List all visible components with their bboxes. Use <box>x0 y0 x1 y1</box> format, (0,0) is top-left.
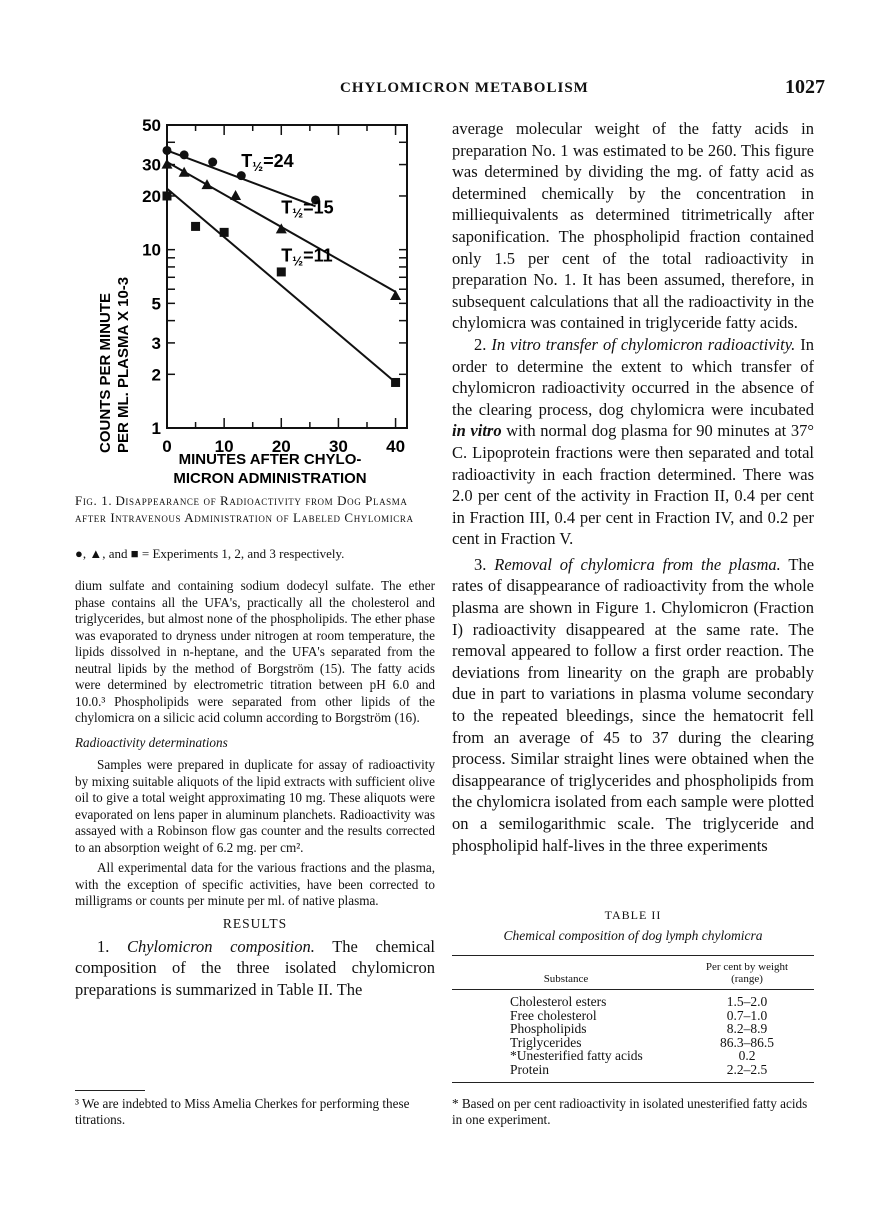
y-tick-label: 20 <box>142 186 161 206</box>
table-header-percent <box>680 956 814 990</box>
table-cell-value: 0.2 <box>738 1048 756 1063</box>
p3-number: 3. <box>474 554 487 574</box>
results-paragraph <box>75 936 435 1001</box>
p2-number: 2. <box>474 334 487 354</box>
figure-legend-text: = Experiments 1, 2, and 3 respectively. <box>141 546 345 561</box>
data-point-square <box>220 228 229 237</box>
chart-plot-area <box>142 118 407 456</box>
table-row <box>452 1049 814 1063</box>
composition-table <box>452 955 814 1083</box>
running-header <box>0 76 890 102</box>
figure-1-chart <box>95 118 425 488</box>
running-title: CHYLOMICRON METABOLISM <box>340 80 589 96</box>
data-point-square <box>163 191 172 200</box>
table-cell-substance: Phospholipids <box>510 1021 587 1036</box>
table-cell-substance: Protein <box>452 1063 680 1083</box>
x-tick-label: 20 <box>271 437 291 456</box>
right-column <box>452 118 814 856</box>
right-paragraph-1: average molecular weight of the fatty acids in preparation No. 1 was estimated to be 260. This figure was determined by dividing the mg. of fatty acid as determined chemically by the concentration in milliequivalents as determined titrimetrically after saponification. The phospholipid fraction contained only 1.5 per cent of the total radioactivity in preparation No. 1. It has been assumed, therefore, in subsequent calculations that all the radioactivity in the chylomicra was contained in triglyceride fatty acids. <box>452 119 814 333</box>
p2-title: In vitro transfer of chylomicron radioactivity. <box>491 334 796 354</box>
footnote: ³ We are indebted to Miss Amelia Cherkes for performing these titrations. <box>75 1096 410 1127</box>
figure-label: Fig. 1. <box>75 493 113 508</box>
table-cell-substance: Free cholesterol <box>510 1007 597 1023</box>
results-heading: RESULTS <box>222 915 288 931</box>
results-text: The chemical composition of the three isolated chylomicron preparations is summarized in Table II. The <box>75 936 435 999</box>
series-label: $T_{\frac{1}{2}}=15$ <box>281 197 334 221</box>
chart-ylabel-line2: PER ML. PLASMA X 10-3 <box>115 276 132 453</box>
table-header-percent-line2: (range) <box>731 973 763 985</box>
chart-xlabel-line2: MICRON ADMINISTRATION <box>173 470 367 487</box>
data-point-circle <box>180 150 189 159</box>
y-tick-label: 50 <box>142 118 161 135</box>
data-point-square <box>391 378 400 387</box>
results-title: Chylomicron composition. <box>126 936 315 956</box>
table-cell-substance: Triglycerides <box>510 1034 582 1050</box>
table-footnote: * Based on per cent radioactivity in isolated unesterified fatty acids in one experiment. <box>452 1096 808 1127</box>
radioactivity-paragraph-2: All experimental data for the various fractions and the plasma, with the exception of specific activities, have been corrected to milligrams or counts per minute per ml. of native plasma. <box>75 860 435 908</box>
p2-italic: in vitro <box>452 421 502 441</box>
table-row <box>452 990 814 1009</box>
y-tick-label: 3 <box>151 333 161 353</box>
series-fit-line <box>167 189 396 383</box>
methods-paragraph: dium sulfate and containing sodium dodecyl sulfate. The ether phase contains all the UFA's, practically all the cholesterol and triglycerides, but almost none of the phospholipids. The ether phase was evaporated to dryness under nitrogen at room temperature, the lipids dissolved in n-heptane, and the UFA's separated from the neutral lipids by the method of Borgström (15). The fatty acids were determined by electrometric titration between pH 6.0 and 10.0.³ Phospholipids were separated from other lipids of the chylomicra on a silicic acid column according to Borgström (16). <box>75 578 435 725</box>
table-row <box>452 1022 814 1036</box>
footnote-rule <box>75 1090 145 1091</box>
table-subtitle: Chemical composition of dog lymph chylomicra <box>503 928 763 943</box>
figure-legend: ●, ▲, and ■ = Experiments 1, 2, and 3 respectively. <box>75 546 345 561</box>
table-cell-value: 0.7–1.0 <box>726 1007 768 1023</box>
table-cell-value: 8.2–8.9 <box>726 1021 768 1036</box>
x-tick-label: 30 <box>328 437 348 456</box>
y-tick-label: 10 <box>142 240 161 260</box>
radioactivity-paragraph-1: Samples were prepared in duplicate for assay of radioactivity by mixing suitable aliquots of the lipid extracts with sufficient olive oil to give a total weight approximating 10 mg. These aliquots were evaporated on lens paper in aluminum planchets. Radioactivity was assayed with a Robinson flow gas counter and the results corrected to an absorption weight of 6.2 mg. per cm². <box>75 757 435 855</box>
y-tick-label: 2 <box>151 365 161 385</box>
radioactivity-heading: Radioactivity determinations <box>75 734 228 750</box>
triangle-marker-icon: ▲ <box>89 546 103 561</box>
data-point-circle <box>237 171 246 180</box>
table-header-percent-line1: Per cent by weight <box>705 961 789 973</box>
table-title: TABLE II <box>604 908 662 922</box>
table-cell-substance: Cholesterol esters <box>510 994 607 1009</box>
page-number: 1027 <box>785 76 825 98</box>
chart-xlabel-line1: MINUTES AFTER CHYLO- <box>178 451 362 468</box>
data-point-square <box>277 267 286 276</box>
data-point-triangle <box>202 179 213 189</box>
series-label: $T_{\frac{1}{2}}=11$ <box>281 245 333 269</box>
table-cell-value: 2.2–2.5 <box>680 1063 814 1083</box>
table-cell-substance: *Unesterified fatty acids <box>510 1048 643 1063</box>
x-tick-label: 40 <box>386 437 406 456</box>
table-row <box>452 1063 814 1083</box>
data-point-circle <box>163 146 172 155</box>
table-header-substance: Substance <box>452 956 680 990</box>
right-paragraph-2 <box>452 334 814 550</box>
p2-text-b: with normal dog plasma for 90 minutes at 37° C. Lipoprotein fractions were then separated and total radioactivity in each fraction determined. There was 2.0 per cent of the activity in Fraction II, 0.4 per cent in Fraction III, 0.4 per cent in Fraction IV, and 0.2 per cent in Fraction V. <box>452 421 814 549</box>
right-paragraph-3 <box>452 554 814 856</box>
data-point-circle <box>208 158 217 167</box>
series-label: $T_{\frac{1}{2}}=24$ <box>241 151 294 175</box>
figure-caption-text: Disappearance of Radioactivity from Dog Plasma after Intravenous Administration of Labeled Chylomicra <box>75 493 414 525</box>
circle-marker-icon: ● <box>75 546 83 561</box>
data-point-triangle <box>230 190 241 200</box>
y-tick-label: 30 <box>142 155 161 175</box>
figure-caption <box>75 492 435 526</box>
table-row <box>452 1009 814 1023</box>
left-column <box>75 578 435 1000</box>
data-point-square <box>191 222 200 231</box>
data-point-triangle <box>179 167 190 177</box>
results-number: 1. <box>97 936 110 956</box>
x-tick-label: 0 <box>162 437 172 456</box>
y-tick-label: 1 <box>151 419 161 438</box>
chart-ylabel-line1: COUNTS PER MINUTE <box>97 292 114 453</box>
data-point-triangle <box>390 290 401 300</box>
square-marker-icon: ■ <box>130 546 139 561</box>
p3-text: The rates of disappearance of radioactivity from the whole plasma are shown in Figure 1. Chylomicron (Fraction I) radioactivity disappeared at the same rate. The removal appeared to follow a first order reaction. The deviations from linearity on the graph are probably due in part to variations in plasma volume secondary to the repeated bleedings, since the hematocrit fell from an average of 45 to 37 during the clearing process. Similar straight lines were obtained when the disappearance of triglycerides and phospholipids from the chylomicra isolated from each sample were plotted on a semilogarithmic scale. The triglyceride and phospholipid half-lives in the three experiments <box>452 554 815 855</box>
p2-text-a: In order to determine the extent to which transfer of chylomicron radioactivity occurred in the absence of the clearing process, dog chylomicra were incubated <box>452 334 814 419</box>
table-cell-value: 1.5–2.0 <box>726 994 768 1009</box>
p3-title: Removal of chylomicra from the plasma. <box>494 554 781 574</box>
table-row <box>452 1036 814 1050</box>
y-tick-label: 5 <box>151 294 161 314</box>
table-cell-value: 86.3–86.5 <box>720 1034 774 1050</box>
x-tick-label: 10 <box>214 437 234 456</box>
